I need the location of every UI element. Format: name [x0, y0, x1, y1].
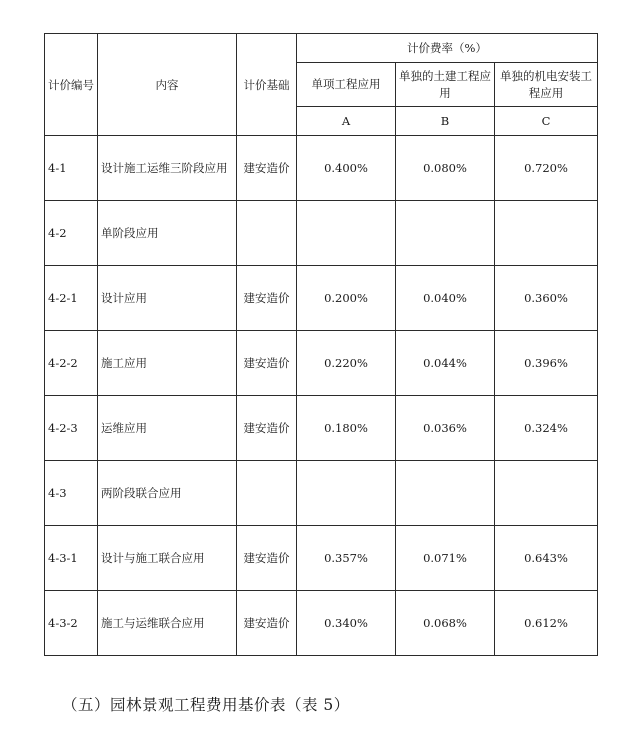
row-rate-a	[297, 461, 396, 526]
row-code: 4-3	[45, 461, 98, 526]
row-basis: 建安造价	[237, 266, 297, 331]
row-basis: 建安造价	[237, 526, 297, 591]
row-rate-b: 0.071%	[396, 526, 495, 591]
row-code: 4-3-1	[45, 526, 98, 591]
row-rate-c: 0.396%	[495, 331, 598, 396]
table-row	[45, 266, 598, 331]
row-content: 两阶段联合应用	[98, 461, 237, 526]
header-col-c: 单独的机电安装工程应用	[495, 63, 598, 107]
table-caption: （五）园林景观工程费用基价表（表 5）	[62, 696, 350, 714]
row-code: 4-1	[45, 136, 98, 201]
row-code: 4-2	[45, 201, 98, 266]
row-code: 4-3-2	[45, 591, 98, 656]
row-rate-b	[396, 461, 495, 526]
fee-rate-table	[44, 33, 598, 656]
row-content: 设计应用	[98, 266, 237, 331]
header-letter-c: C	[495, 107, 598, 136]
row-code: 4-2-2	[45, 331, 98, 396]
header-letter-a: A	[297, 107, 396, 136]
row-content: 设计与施工联合应用	[98, 526, 237, 591]
header-basis: 计价基础	[237, 34, 297, 136]
row-basis: 建安造价	[237, 136, 297, 201]
table-row	[45, 461, 598, 526]
row-rate-b: 0.044%	[396, 331, 495, 396]
row-rate-a: 0.180%	[297, 396, 396, 461]
header-code: 计价编号	[45, 34, 98, 136]
header-letter-b: B	[396, 107, 495, 136]
row-basis: 建安造价	[237, 331, 297, 396]
table-row	[45, 396, 598, 461]
row-rate-c: 0.324%	[495, 396, 598, 461]
row-rate-c: 0.643%	[495, 526, 598, 591]
table-row	[45, 201, 598, 266]
row-code: 4-2-1	[45, 266, 98, 331]
row-rate-c: 0.360%	[495, 266, 598, 331]
row-basis: 建安造价	[237, 591, 297, 656]
row-basis	[237, 461, 297, 526]
row-rate-a: 0.357%	[297, 526, 396, 591]
row-rate-c: 0.612%	[495, 591, 598, 656]
row-content: 设计施工运维三阶段应用	[98, 136, 237, 201]
row-content: 运维应用	[98, 396, 237, 461]
row-rate-b	[396, 201, 495, 266]
header-content: 内容	[98, 34, 237, 136]
row-rate-a: 0.220%	[297, 331, 396, 396]
row-rate-a	[297, 201, 396, 266]
row-rate-c: 0.720%	[495, 136, 598, 201]
table-row	[45, 591, 598, 656]
header-col-a: 单项工程应用	[297, 63, 396, 107]
table-row	[45, 331, 598, 396]
row-basis: 建安造价	[237, 396, 297, 461]
row-rate-b: 0.080%	[396, 136, 495, 201]
row-rate-a: 0.340%	[297, 591, 396, 656]
row-rate-b: 0.036%	[396, 396, 495, 461]
row-rate-b: 0.068%	[396, 591, 495, 656]
row-content: 施工应用	[98, 331, 237, 396]
row-rate-c	[495, 201, 598, 266]
row-rate-a: 0.400%	[297, 136, 396, 201]
row-content: 施工与运维联合应用	[98, 591, 237, 656]
row-content: 单阶段应用	[98, 201, 237, 266]
row-basis	[237, 201, 297, 266]
row-rate-a: 0.200%	[297, 266, 396, 331]
table-row	[45, 136, 598, 201]
row-code: 4-2-3	[45, 396, 98, 461]
header-rate-group: 计价费率（%）	[297, 34, 598, 63]
table-row	[45, 526, 598, 591]
row-rate-b: 0.040%	[396, 266, 495, 331]
row-rate-c	[495, 461, 598, 526]
header-col-b: 单独的土建工程应用	[396, 63, 495, 107]
